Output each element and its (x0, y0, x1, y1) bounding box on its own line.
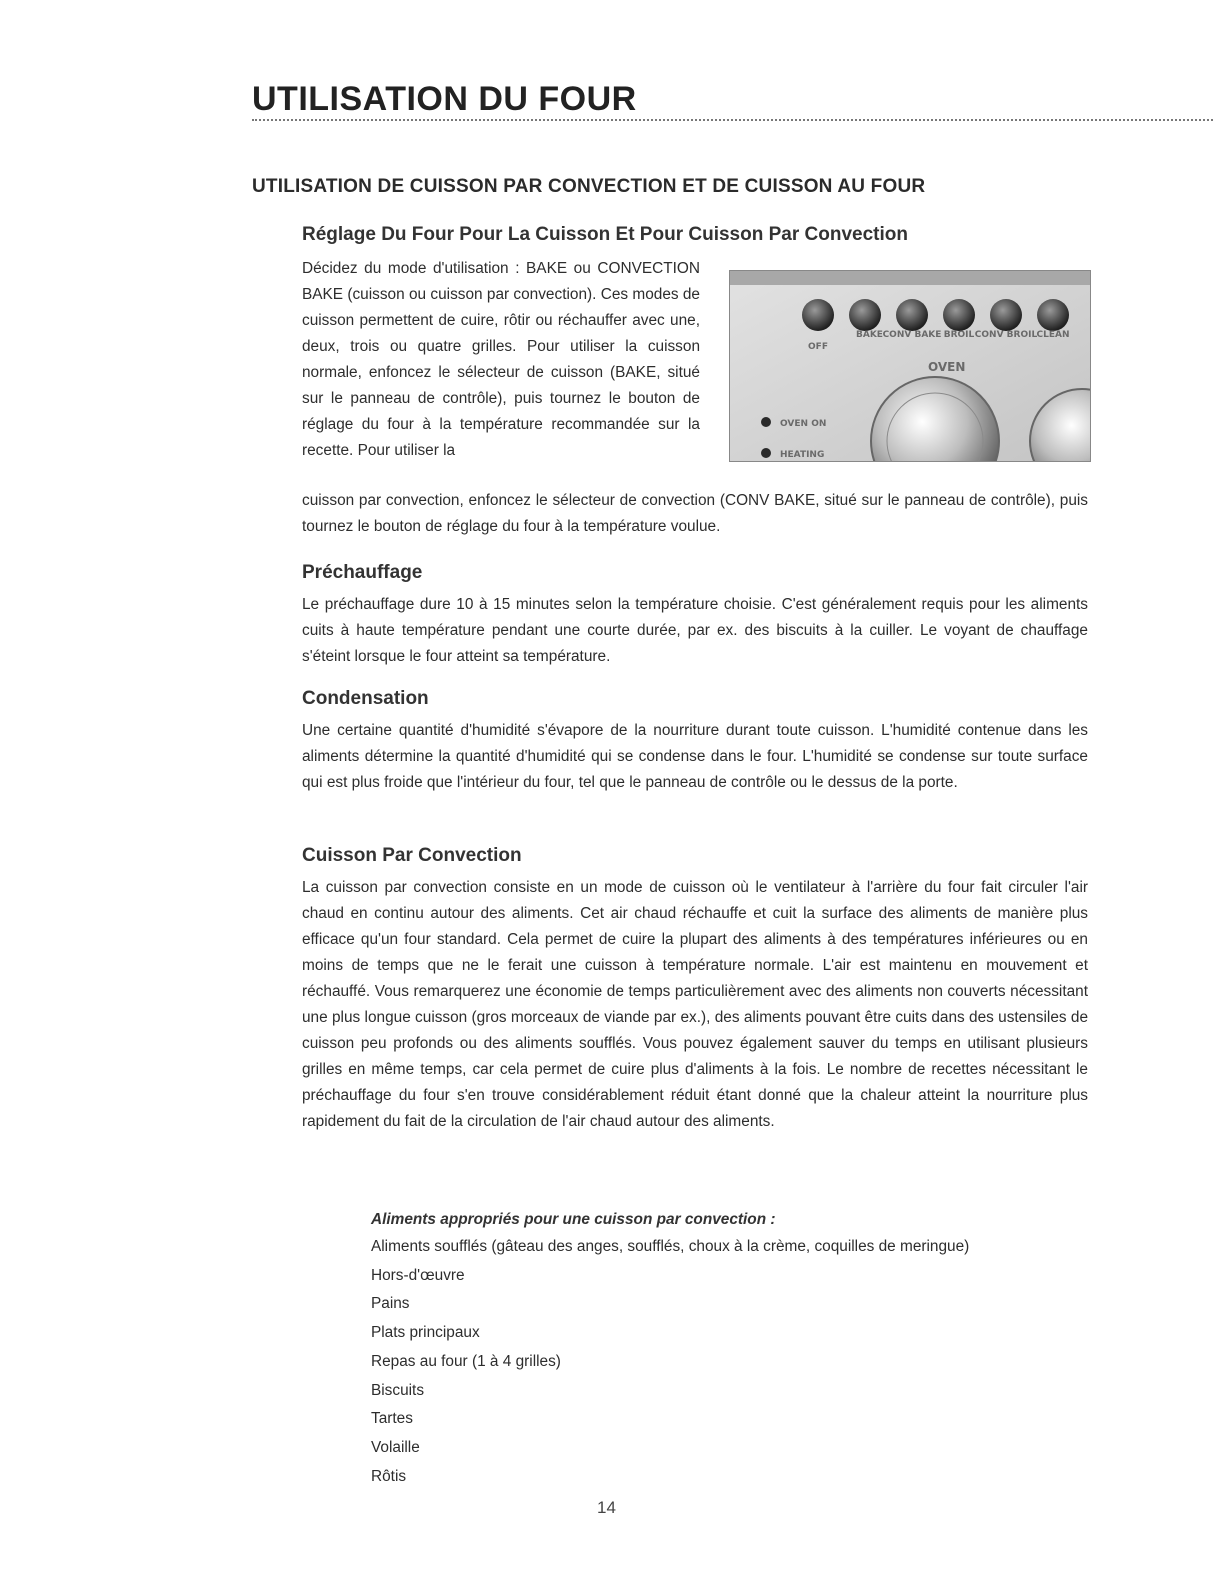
bake-button-icon (849, 299, 881, 331)
heating-label: HEATING (780, 450, 825, 460)
aliments-list-block (371, 1207, 1091, 1491)
list-item: Biscuits (371, 1381, 425, 1399)
prechauffage-text: Le préchauffage dure 10 à 15 minutes selon la température choisie. C'est généralement requis pour les aliments cuits à haute température pendant une courte durée, par ex. des biscuits à la cuiller. Le voyant de chauffage s'éteint lorsque le four atteint sa température. (302, 596, 1088, 665)
conv-broil-label: CONV BROIL (974, 330, 1038, 340)
reglage-text-continued: cuisson par convection, enfoncez le sélecteur de convection (CONV BAKE, situé sur le panneau de contrôle), puis tournez le bouton de réglage du four à la température voulue. (302, 492, 1088, 535)
list-item: Tartes (371, 1410, 413, 1428)
conv-broil-button-icon (990, 299, 1022, 331)
broil-label: BROIL (943, 330, 975, 340)
page-number: 14 (597, 1498, 616, 1517)
list-item: Rôtis (371, 1467, 407, 1485)
conv-bake-label: CONV BAKE (882, 330, 942, 340)
condensation-text: Une certaine quantité d'humidité s'évapore de la nourriture durant toute cuisson. L'humidité contenue dans les aliments détermine la quantité d'humidité qui se condense dans le four. L'humidité se condense sur toute surface qui est plus froide que l'intérieur du four, tel que le panneau de contrôle ou le dessus de la porte. (302, 722, 1088, 791)
broil-button-icon (943, 299, 975, 331)
convection-text: La cuisson par convection consiste en un mode de cuisson où le ventilateur à l'arrière du four fait circuler l'air chaud en continu autour des aliments. Cet air chaud réchauffe et cuit la surface des aliments de manière plus efficace qu'un four standard. Cela permet de cuire la plupart des aliments à des températures inférieures ou en moins de temps que ne le ferait une cuisson à température normale. L'air est maintenu en mouvement et réchauffé. Vous remarquerez une économie de temps particulièrement avec des aliments non couverts nécessitant une plus longue cuisson (gros morceaux de viande par ex.), des aliments pouvant être cuits dans des ustensiles de cuisson peu profonds ou des aliments soufflés. Vous pouvez également sauver du temps en utilisant plusieurs grilles en même temps, car cela permet de cuire plus d'aliments à la fois. Le nombre de recettes nécessitant le préchauffage du four s'en trouve considérablement réduit étant donné que la chaleur atteint la nourriture plus rapidement du fait de la circulation de l'air chaud autour des aliments. (302, 879, 1088, 1130)
clean-label: CLEAN (1036, 330, 1070, 340)
oven-label: OVEN (928, 360, 966, 374)
list-item: Plats principaux (371, 1324, 480, 1342)
control-panel-figure (729, 270, 1091, 462)
off-button-icon (802, 299, 834, 331)
heading-prechauffage: Préchauffage (302, 562, 423, 583)
oven-on-indicator-icon (761, 417, 771, 427)
title-divider (252, 119, 1213, 121)
aliments-list (371, 1233, 1091, 1491)
aliments-list-title: Aliments appropriés pour une cuisson par convection : (371, 1211, 776, 1228)
list-item: Volaille (371, 1438, 420, 1456)
list-item: Aliments soufflés (gâteau des anges, soufflés, choux à la crème, coquilles de meringue) (371, 1238, 970, 1255)
heating-indicator-icon (761, 448, 771, 458)
heading-condensation: Condensation (302, 688, 429, 709)
bake-label: BAKE (856, 330, 883, 340)
list-item: Repas au four (1 à 4 grilles) (371, 1352, 561, 1370)
oven-on-label: OVEN ON (780, 419, 827, 429)
list-item: Pains (371, 1295, 410, 1313)
panel-top-edge (730, 271, 1090, 285)
section-title: UTILISATION DE CUISSON PAR CONVECTION ET DE CUISSON AU FOUR (252, 176, 926, 197)
heading-reglage: Réglage Du Four Pour La Cuisson Et Pour Cuisson Par Convection (302, 224, 908, 245)
heading-convection: Cuisson Par Convection (302, 845, 522, 866)
clean-button-icon (1037, 299, 1069, 331)
page-title: UTILISATION DU FOUR (252, 80, 637, 118)
list-item: Hors-d'œuvre (371, 1266, 465, 1284)
reglage-text-wrapped: Décidez du mode d'utilisation : BAKE ou CONVECTION BAKE (cuisson ou cuisson par convection). Ces modes de cuisson permettent de cuire, rôtir ou réchauffer avec une, deux, trois ou quatre grilles. Pour utiliser la cuisson normale, enfoncez le sélecteur de cuisson (BAKE, situé sur le panneau de contrôle), puis tournez le bouton de réglage du four à la température recommandée sur la recette. Pour utiliser la (302, 260, 700, 459)
conv-bake-button-icon (896, 299, 928, 331)
off-label: OFF (808, 342, 828, 352)
